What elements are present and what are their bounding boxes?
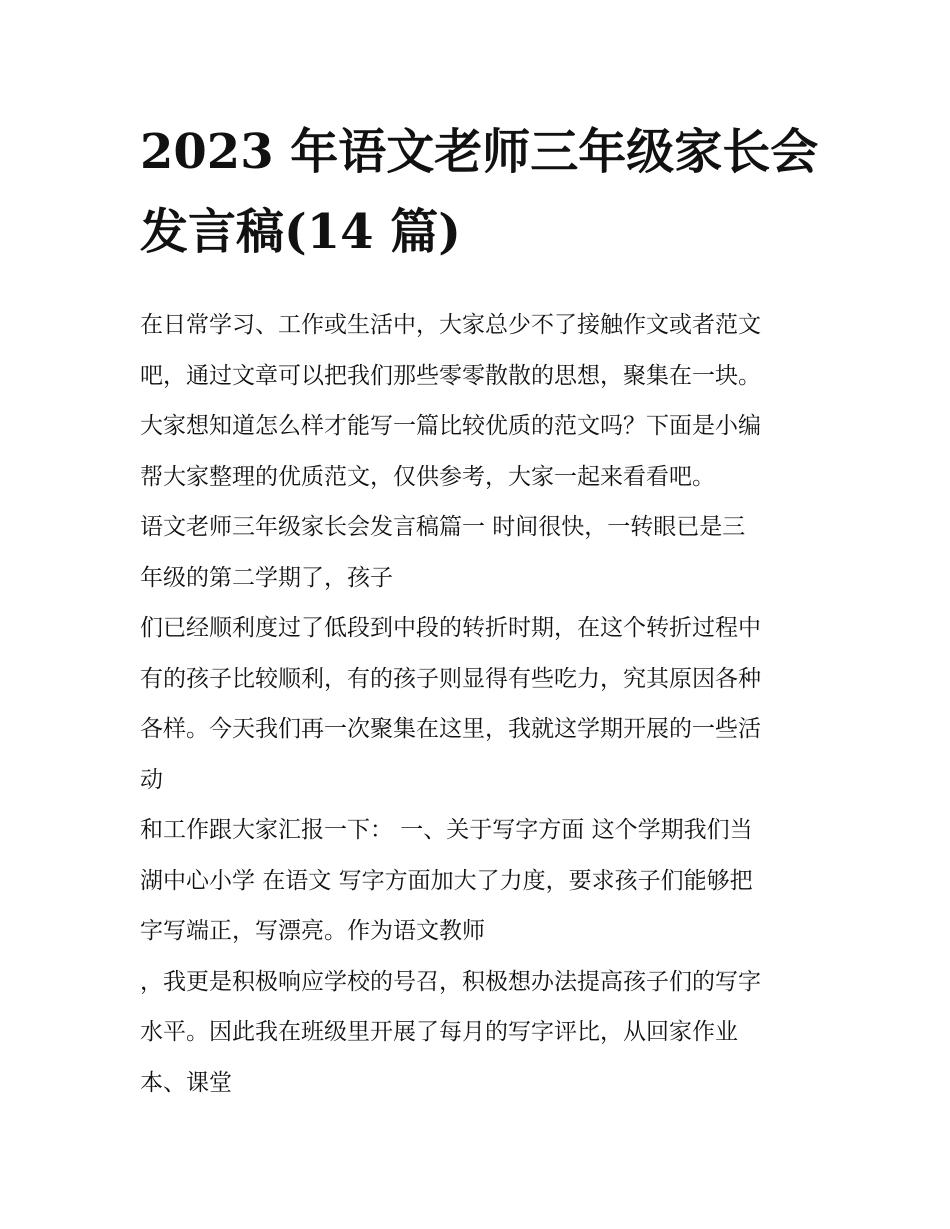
body-line: 动 (140, 766, 163, 793)
body-line: 字写端正，写漂亮。作为语文教师 (140, 918, 485, 944)
document-title (140, 112, 820, 272)
body-line: 语文老师三年级家长会发言稿篇一 时间很快，一转眼已是三 (140, 514, 746, 540)
body-line: 水平。因此我在班级里开展了每月的写字评比，从回家作业 (140, 1019, 738, 1045)
body-line: 吧，通过文章可以把我们那些零零散散的思想，聚集在一块。 (140, 362, 761, 389)
body-line: 年级的第二学期了，孩子 (140, 564, 393, 591)
body-line: 本、课堂 (140, 1069, 232, 1096)
title-line: 发言稿(14 篇) (140, 204, 461, 260)
body-line: 帮大家整理的优质范文，仅供参考，大家一起来看看吧。 (140, 463, 715, 490)
body-line: 有的孩子比较顺利，有的孩子则显得有些吃力，究其原因各种 (140, 665, 761, 692)
body-line: 和工作跟大家汇报一下： 一、关于写字方面 这个学期我们当 (140, 817, 753, 843)
body-line: 大家想知道怎么样才能写一篇比较优质的范文吗？下面是小编 (140, 413, 761, 439)
body-line: 各样。今天我们再一次聚集在这里，我就这学期开展的一些活 (140, 716, 761, 742)
body-line: 们已经顺利度过了低段到中段的转折时期，在这个转折过程中 (140, 615, 761, 641)
body-line: ，我更是积极响应学校的号召，积极想办法提高孩子们的写字 (140, 968, 761, 995)
body-line: 湖中心小学 在语文 写字方面加大了力度，要求孩子们能够把 (140, 867, 753, 894)
body-line: 在日常学习、工作或生活中，大家总少不了接触作文或者范文 (140, 312, 761, 338)
document-body (140, 300, 820, 1108)
title-line: 2023 年语文老师三年级家长会 (140, 124, 819, 180)
document-page (140, 112, 820, 1108)
